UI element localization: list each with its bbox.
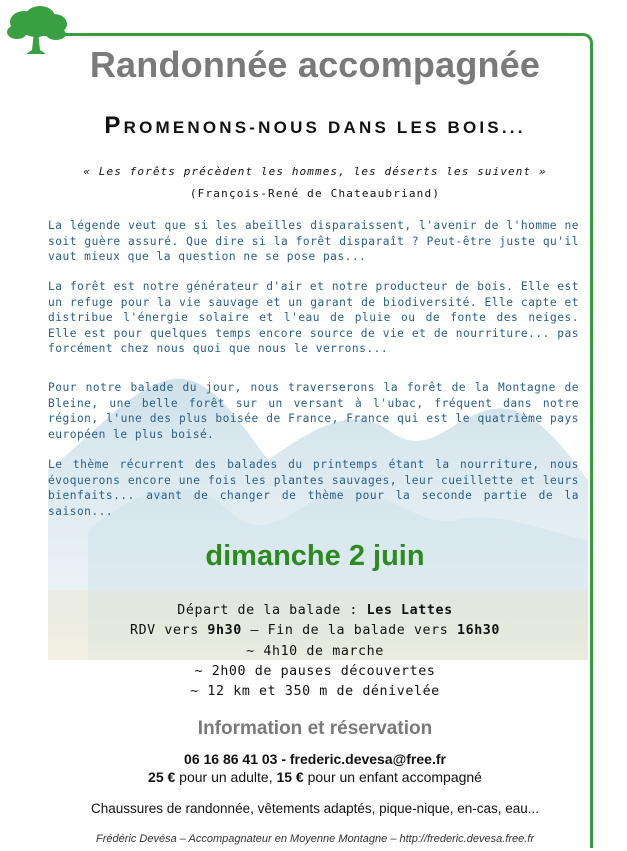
departure-label: Départ de la balade : (177, 603, 367, 618)
quote: « Les forêts précèdent les hommes, les déserts les suivent » (83, 165, 547, 178)
page-title: Randonnée accompagnée (89, 44, 541, 85)
price-adult-label: pour un adulte, (175, 769, 277, 785)
walk-duration: ~ 4h10 de marche (246, 643, 384, 659)
subtitle (40, 112, 590, 140)
footer: Frédéric Devésa – Accompagnateur en Moyenne Montagne – http://frederic.devesa.free.fr (96, 833, 534, 845)
gear-list: Chaussures de randonnée, vêtements adaptés, pique-nique, en-cas, eau... (90, 801, 540, 816)
price-child-label: pour un enfant accompagné (303, 769, 482, 785)
distance-elevation: ~ 12 km et 350 m de dénivelée (190, 684, 440, 700)
rdv-label: RDV vers (129, 623, 208, 639)
schedule-line (40, 621, 590, 641)
subtitle-rest: ROMENONS-NOUS DANS LES BOIS... (123, 118, 526, 137)
departure-line (40, 601, 590, 621)
price-adult: 25 € (148, 769, 176, 785)
departure-place: Les Lattes (366, 603, 453, 618)
contact-line: 06 16 86 41 03 - frederic.devesa@free.fr (184, 751, 446, 767)
event-date: dimanche 2 juin (205, 540, 425, 572)
end-label: – Fin de la balade vers (241, 623, 457, 639)
paragraph-4: Le thème récurrent des balades du printemps étant la nourriture, nous évoquerons encore une fois les plantes sauvages, leur cueillette et leurs bienfaits... avant de changer de thème pour la seconde partie de la saison... (48, 458, 579, 518)
price-line (40, 769, 590, 785)
pauses-duration: ~ 2h00 de pauses découvertes (194, 663, 436, 679)
info-title: Information et réservation (197, 718, 433, 739)
paragraph-1: La légende veut que si les abeilles disparaissent, l'avenir de l'homme ne soit guère assuré. Que dire si la forêt disparaît ? Peut-être juste qu'il vaut mieux que la question ne se pose pas... (48, 219, 579, 264)
rdv-time: 9h30 (207, 623, 242, 639)
quote-author: (François-René de Chateaubriand) (189, 187, 441, 200)
price-child: 15 € (276, 769, 304, 785)
paragraph-3: Pour notre balade du jour, nous traverserons la forêt de la Montagne de Bleine, une belle forêt sur un versant à l'ubac, fréquent dans notre région, l'une des plus boisée de France, France qui est le quatrième pays européen le plus boisé. (48, 381, 579, 441)
event-details (40, 601, 590, 702)
subtitle-initial: P (104, 112, 124, 139)
paragraph-2: La forêt est notre générateur d'air et notre producteur de bois. Elle est un refuge pour la vie sauvage et un garant de biodiversité. Elle capte et distribue l'énergie solaire et l'eau de pluie ou de fonte des neiges. Elle est pour quelques temps encore source de vie et de nourriture... pas forcément chez nous quoi que nous le verrons... (48, 280, 579, 356)
end-time: 16h30 (456, 623, 501, 639)
